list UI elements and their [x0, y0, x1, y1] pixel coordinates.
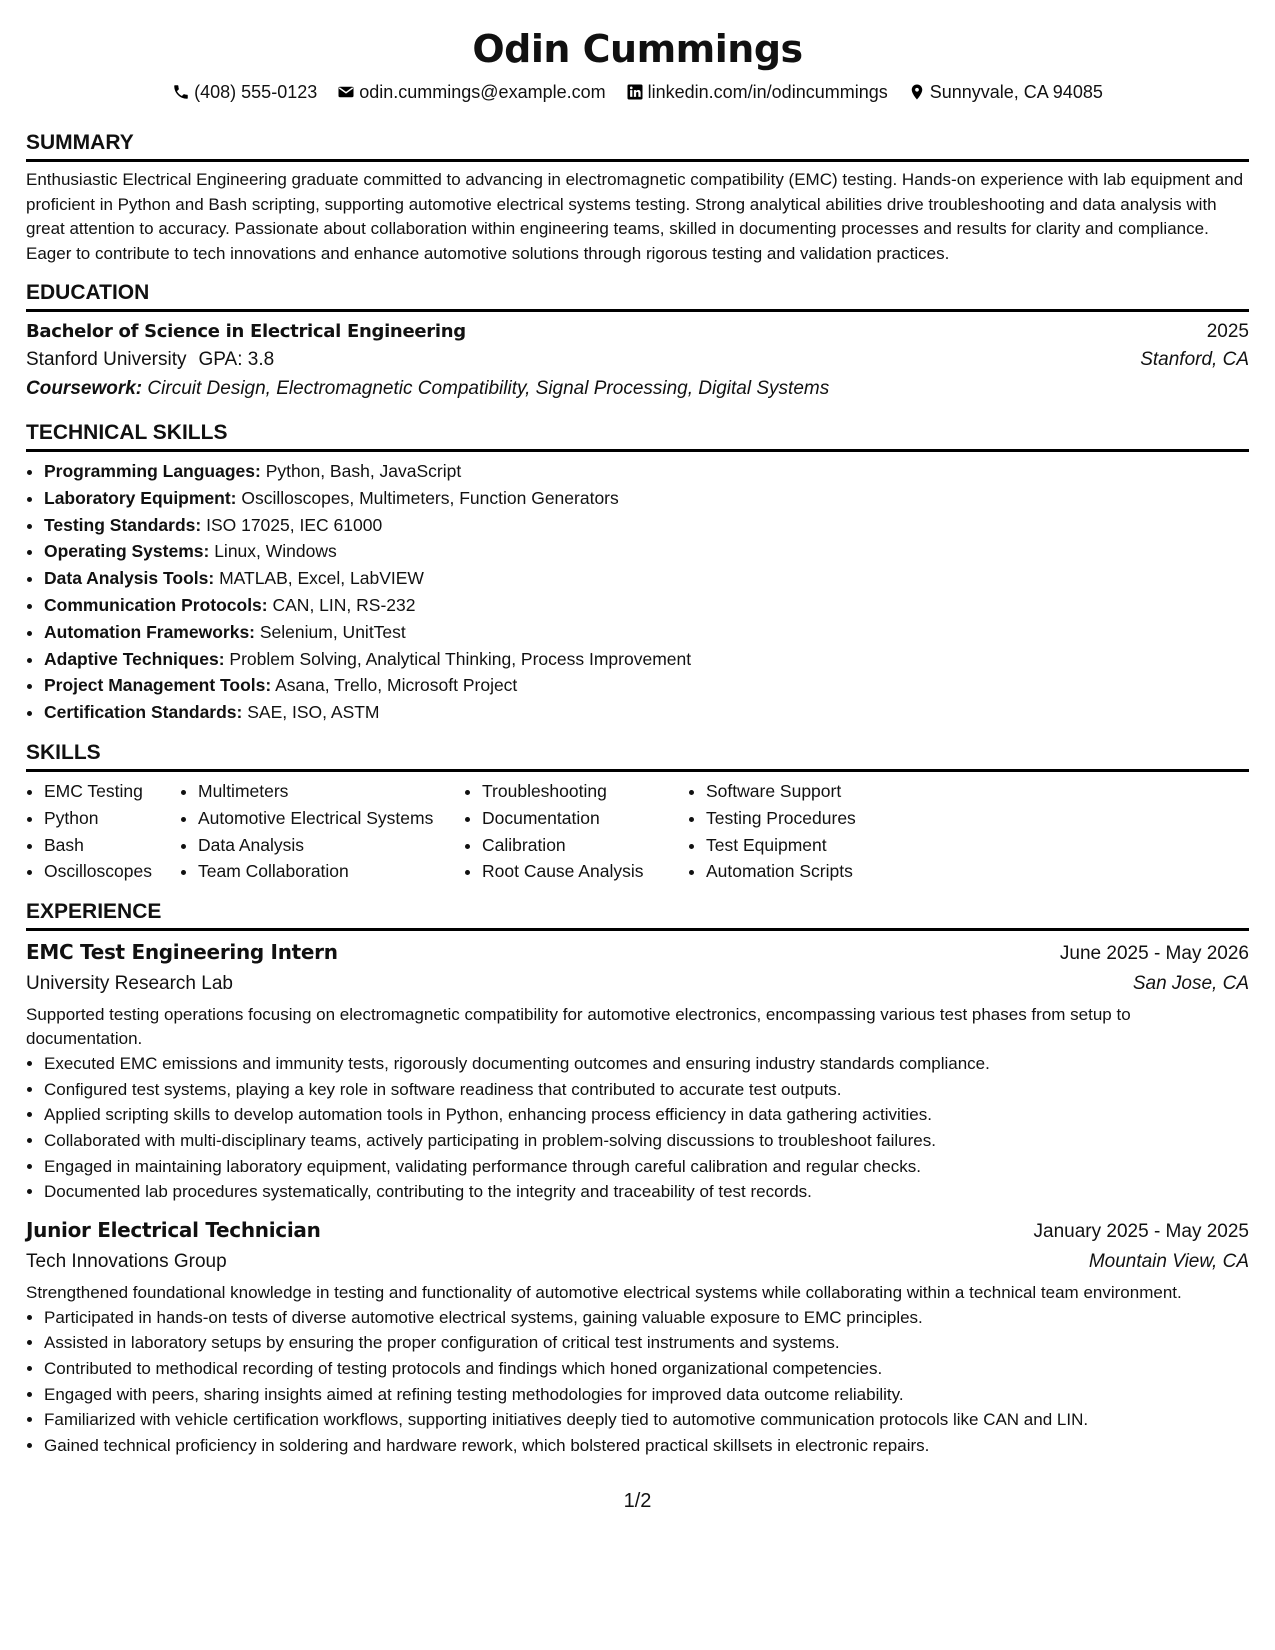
list-item: • Engaged in maintaining laboratory equipment, validating performance through careful calibration and regular checks. — [44, 1154, 1249, 1180]
skill-value: Selenium, UnitTest — [259, 621, 406, 642]
list-item — [44, 458, 1249, 485]
school-info — [26, 346, 274, 374]
list-item: • Contributed to methodical recording of testing protocols and findings which honed organizational competencies. — [44, 1356, 1249, 1382]
skills-column — [26, 778, 180, 885]
education-heading: EDUCATION — [26, 280, 1249, 312]
list-item: • Root Cause Analysis — [482, 858, 688, 885]
education-row-2 — [26, 346, 1249, 374]
coursework-label: Coursework: — [26, 378, 143, 399]
list-item: • Testing Procedures — [706, 805, 1006, 832]
job-title: Junior Electrical Technician — [26, 1217, 321, 1242]
list-item: • Oscilloscopes — [44, 858, 180, 885]
job-organization: Tech Innovations Group — [26, 1250, 227, 1272]
job-subheader — [26, 1247, 1249, 1277]
job-dates: June 2025 - May 2026 — [1059, 943, 1249, 965]
skills-heading: SKILLS — [26, 740, 1249, 772]
list-item — [44, 512, 1249, 539]
job-location: Mountain View, CA — [1088, 1250, 1249, 1272]
job-header — [26, 1215, 1249, 1247]
job-title: EMC Test Engineering Intern — [26, 940, 338, 965]
list-item: • Applied scripting skills to develop automation tools in Python, enhancing process efficiency in data gathering activities. — [44, 1102, 1249, 1128]
skill-value: Problem Solving, Analytical Thinking, Process Improvement — [229, 648, 692, 669]
skill-label: Adaptive Techniques: — [44, 648, 225, 669]
graduation-year: 2025 — [1206, 321, 1249, 342]
list-item — [44, 619, 1249, 646]
list-item — [44, 592, 1249, 619]
job-location: San Jose, CA — [1132, 973, 1249, 995]
linkedin-text: linkedin.com/in/odincummings — [647, 82, 888, 102]
candidate-name: Odin Cummings — [472, 27, 803, 71]
list-item: • Documented lab procedures systematically, contributing to the integrity and traceability of test records. — [44, 1179, 1249, 1205]
list-item: • Participated in hands-on tests of diverse automotive electrical systems, gaining valuable exposure to EMC principles. — [44, 1305, 1249, 1331]
gpa: GPA: 3.8 — [198, 349, 275, 370]
list-item: • Calibration — [482, 832, 688, 859]
list-item: • Gained technical proficiency in soldering and hardware rework, which bolstered practical skillsets in electronic repairs. — [44, 1433, 1249, 1459]
list-item: • Data Analysis — [198, 832, 464, 859]
job-subheader — [26, 969, 1249, 999]
phone-text: (408) 555-0123 — [194, 82, 318, 102]
coursework — [26, 374, 1249, 404]
list-item: • Automotive Electrical Systems — [198, 805, 464, 832]
skill-label: Data Analysis Tools: — [44, 568, 215, 589]
list-item — [44, 672, 1249, 699]
skill-label: Operating Systems: — [44, 541, 210, 562]
contact-linkedin[interactable] — [626, 80, 888, 104]
school-name: Stanford University — [26, 349, 187, 370]
list-item: • Multimeters — [198, 778, 464, 805]
skill-label: Programming Languages: — [44, 461, 261, 481]
education-row-1 — [26, 318, 1249, 346]
location-text: Sunnyvale, CA 94085 — [929, 82, 1103, 102]
skills-column — [464, 778, 688, 885]
skill-label: Certification Standards: — [44, 702, 243, 723]
linkedin-icon — [626, 83, 644, 101]
summary-heading: SUMMARY — [26, 130, 1249, 162]
envelope-icon — [337, 83, 355, 101]
list-item: • Automation Scripts — [706, 858, 1006, 885]
summary-text: Enthusiastic Electrical Engineering graduate committed to advancing in electromagnetic compatibility (EMC) testing. Hands-on experience with lab equipment and proficient in Python and Bash scripting, supporting automotive electrical systems testing. Strong analytical abilities drive troubleshooting and data analysis with great attention to accuracy. Passionate about collaboration within engineering teams, skilled in documenting processes and results for clarity and compliance. Eager to contribute to tech innovations and enhance automotive solutions through rigorous testing and validation practices. — [26, 170, 1244, 263]
list-item — [44, 565, 1249, 592]
list-item — [44, 699, 1249, 726]
summary-section — [26, 130, 1249, 266]
job-header — [26, 937, 1249, 969]
list-item: • EMC Testing — [44, 778, 180, 805]
education-section — [26, 280, 1249, 404]
list-item: • Documentation — [482, 805, 688, 832]
job-description: Supported testing operations focusing on electromagnetic compatibility for automotive electronics, encompassing various test phases from setup to documentation. — [26, 1005, 1131, 1049]
contact-location — [908, 80, 1103, 104]
list-item: • Engaged with peers, sharing insights aimed at refining testing methodologies for improved data outcome reliability. — [44, 1382, 1249, 1408]
job-bullets — [26, 1305, 1249, 1459]
job-description: Strengthened foundational knowledge in testing and functionality of automotive electrical systems while collaborating within a technical team environment. — [26, 1282, 1182, 1302]
skill-value: Python, Bash, JavaScript — [265, 461, 462, 481]
skills-column — [180, 778, 464, 885]
skills-grid — [26, 778, 1249, 885]
skill-value: Asana, Trello, Microsoft Project — [275, 675, 518, 696]
list-item: • Python — [44, 805, 180, 832]
email-text: odin.cummings@example.com — [359, 82, 606, 102]
page-number: 1/2 — [623, 1490, 652, 1512]
list-item: • Software Support — [706, 778, 1006, 805]
phone-icon — [172, 83, 190, 101]
skill-value: Linux, Windows — [214, 541, 337, 562]
skill-value: CAN, LIN, RS-232 — [272, 594, 416, 615]
list-item: • Team Collaboration — [198, 858, 464, 885]
technical-skills-heading: TECHNICAL SKILLS — [26, 420, 1249, 452]
skill-value: MATLAB, Excel, LabVIEW — [219, 568, 424, 589]
technical-skills-list — [26, 458, 1249, 726]
list-item: • Configured test systems, playing a key role in software readiness that contributed to accurate test outputs. — [44, 1077, 1249, 1103]
skill-label: Automation Frameworks: — [44, 621, 255, 642]
job-dates: January 2025 - May 2025 — [1033, 1220, 1249, 1242]
skill-label: Laboratory Equipment: — [44, 487, 237, 508]
contact-email[interactable] — [337, 80, 605, 104]
list-item: • Test Equipment — [706, 832, 1006, 859]
coursework-list: Circuit Design, Electromagnetic Compatibility, Signal Processing, Digital Systems — [147, 378, 830, 399]
skills-column — [688, 778, 1006, 885]
experience-section — [26, 899, 1249, 1458]
resume-page — [26, 0, 1249, 1458]
degree-name: Bachelor of Science in Electrical Engineering — [26, 321, 466, 342]
list-item: • Executed EMC emissions and immunity tests, rigorously documenting outcomes and ensuring industry standards compliance. — [44, 1051, 1249, 1077]
list-item — [44, 646, 1249, 673]
job-organization: University Research Lab — [26, 973, 233, 995]
list-item: • Collaborated with multi-disciplinary teams, actively participating in problem-solving discussions to troubleshoot failures. — [44, 1128, 1249, 1154]
technical-skills-section — [26, 420, 1249, 726]
contact-bar — [26, 80, 1249, 104]
list-item: • Bash — [44, 832, 180, 859]
job-bullets — [26, 1051, 1249, 1205]
skill-value: ISO 17025, IEC 61000 — [206, 514, 383, 535]
skill-value: Oscilloscopes, Multimeters, Function Generators — [241, 487, 619, 508]
list-item: • Assisted in laboratory setups by ensuring the proper configuration of critical test instruments and systems. — [44, 1330, 1249, 1356]
contact-phone[interactable] — [172, 80, 317, 104]
skill-label: Communication Protocols: — [44, 594, 268, 615]
job-entry — [26, 937, 1249, 1205]
skills-section — [26, 740, 1249, 885]
school-location: Stanford, CA — [1140, 349, 1249, 370]
skill-label: Project Management Tools: — [44, 675, 272, 696]
experience-heading: EXPERIENCE — [26, 899, 1249, 931]
job-entry — [26, 1215, 1249, 1459]
list-item: • Familiarized with vehicle certification workflows, supporting initiatives deeply tied to automotive communication protocols like CAN and LIN. — [44, 1407, 1249, 1433]
skill-label: Testing Standards: — [44, 514, 202, 535]
list-item — [44, 485, 1249, 512]
list-item: • Troubleshooting — [482, 778, 688, 805]
list-item — [44, 538, 1249, 565]
skill-value: SAE, ISO, ASTM — [247, 702, 380, 723]
map-pin-icon — [908, 83, 926, 101]
